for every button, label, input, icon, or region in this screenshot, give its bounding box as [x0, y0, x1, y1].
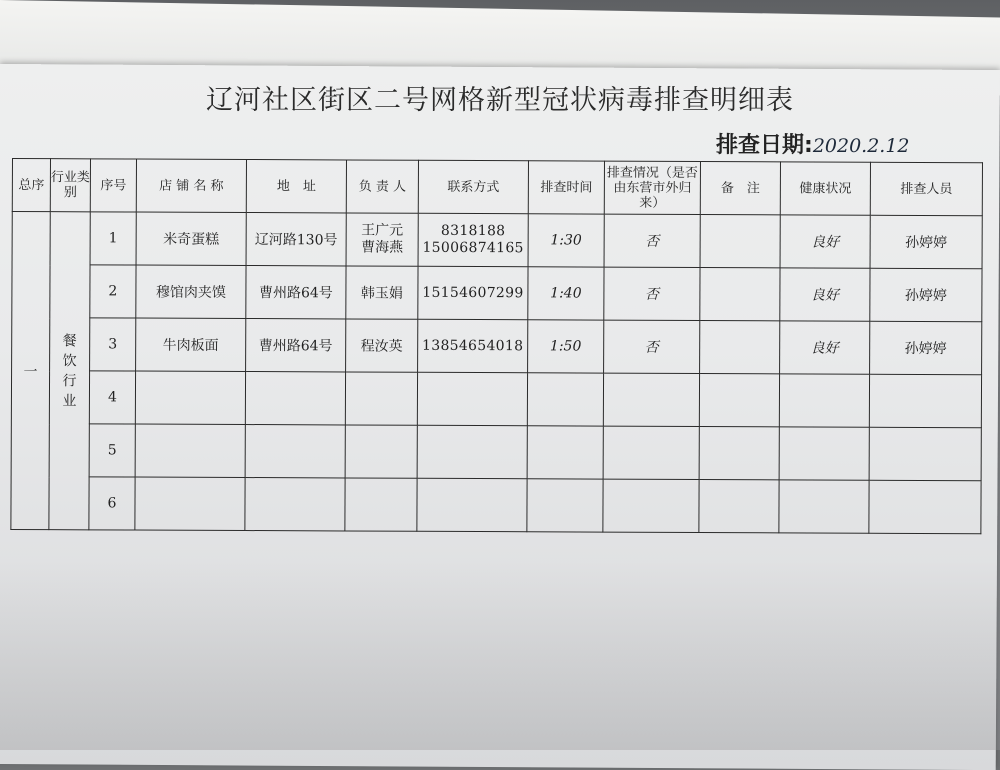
row-address: 曹州路64号	[246, 319, 346, 372]
row-contact	[417, 425, 527, 478]
row-inspector: 孙婷婷	[870, 321, 982, 374]
row-check-status: 否	[604, 320, 700, 373]
row-remark	[700, 268, 780, 321]
group-total-no: 一	[11, 212, 50, 530]
row-shop-name	[135, 424, 245, 477]
group-industry: 餐饮行业	[49, 212, 90, 530]
row-person: 程汝英	[346, 319, 418, 372]
row-health	[779, 427, 869, 480]
row-shop-name	[135, 371, 245, 424]
row-health: 良好	[780, 268, 870, 321]
row-check-status: 否	[604, 214, 700, 267]
row-inspector	[869, 427, 981, 480]
row-shop-name: 穆馆肉夹馍	[136, 265, 246, 318]
row-shop-name: 米奇蛋糕	[136, 212, 246, 265]
row-address	[245, 425, 345, 478]
row-inspector: 孙婷婷	[870, 215, 982, 268]
header-total-no: 总序	[12, 159, 50, 212]
row-address	[245, 478, 345, 531]
row-remark	[700, 215, 780, 268]
row-person	[346, 213, 418, 266]
header-health: 健康状况	[780, 162, 870, 215]
header-inspector: 排查人员	[870, 162, 982, 215]
header-check-time: 排查时间	[528, 161, 604, 214]
table-row	[12, 265, 982, 322]
check-date	[716, 128, 910, 159]
row-contact	[417, 478, 527, 531]
row-check-status: 否	[604, 267, 700, 320]
header-check-status: 排查情况（是否由东营市外归来）	[604, 161, 700, 214]
row-person	[345, 425, 417, 478]
row-check-time	[527, 373, 603, 426]
row-check-status	[603, 426, 699, 479]
row-remark	[699, 427, 779, 480]
header-address: 地 址	[246, 160, 346, 213]
row-check-time: 1:30	[528, 214, 604, 267]
row-seq: 6	[89, 477, 135, 530]
row-remark	[699, 374, 779, 427]
row-seq: 1	[90, 212, 136, 265]
table-row	[12, 318, 982, 375]
table-row	[11, 476, 981, 533]
row-inspector: 孙婷婷	[870, 268, 982, 321]
header-person: 负 责 人	[346, 160, 418, 213]
row-seq: 4	[89, 371, 135, 424]
row-contact: 15154607299	[418, 266, 528, 319]
row-check-time	[527, 426, 603, 479]
row-person: 韩玉娟	[346, 266, 418, 319]
table-row	[11, 371, 981, 428]
row-address	[245, 372, 345, 425]
row-person-2: 曹海燕	[361, 239, 404, 256]
row-person	[345, 478, 417, 531]
header-seq: 序号	[90, 159, 136, 212]
row-seq: 5	[89, 424, 135, 477]
document-title: 辽河社区街区二号网格新型冠状病毒排查明细表	[206, 85, 794, 116]
inspection-table	[10, 158, 983, 534]
row-contact-1: 8318188	[440, 222, 506, 240]
row-inspector	[869, 480, 981, 533]
row-contact-2: 15006874165	[422, 239, 524, 257]
row-contact	[417, 372, 527, 425]
row-remark	[699, 480, 779, 533]
row-contact	[418, 213, 528, 266]
check-date-label: 排查日期:	[716, 133, 813, 158]
row-check-time	[527, 479, 603, 532]
row-shop-name: 牛肉板面	[136, 318, 246, 371]
row-health: 良好	[780, 215, 870, 268]
row-remark	[700, 321, 780, 374]
row-check-status	[603, 373, 699, 426]
row-seq: 3	[90, 318, 136, 371]
row-check-status	[603, 479, 699, 532]
header-row	[12, 159, 982, 216]
row-health	[779, 374, 869, 427]
row-contact: 13854654018	[418, 319, 528, 372]
row-address: 辽河路130号	[246, 213, 346, 266]
header-industry: 行业类别	[50, 159, 90, 212]
row-person-1: 王广元	[361, 222, 404, 239]
row-shop-name	[135, 477, 245, 530]
row-check-time: 1:40	[528, 267, 604, 320]
row-seq: 2	[90, 265, 136, 318]
row-inspector	[869, 374, 981, 427]
check-date-value: 2020.2.12	[812, 135, 910, 157]
row-person	[345, 372, 417, 425]
header-contact: 联系方式	[418, 160, 528, 213]
row-check-time: 1:50	[528, 320, 604, 373]
row-address: 曹州路64号	[246, 266, 346, 319]
header-shop-name: 店 铺 名 称	[136, 159, 246, 212]
header-remark: 备 注	[700, 162, 780, 215]
row-health: 良好	[780, 321, 870, 374]
row-health	[779, 480, 869, 533]
table-row	[12, 212, 982, 269]
table-row	[11, 423, 981, 480]
